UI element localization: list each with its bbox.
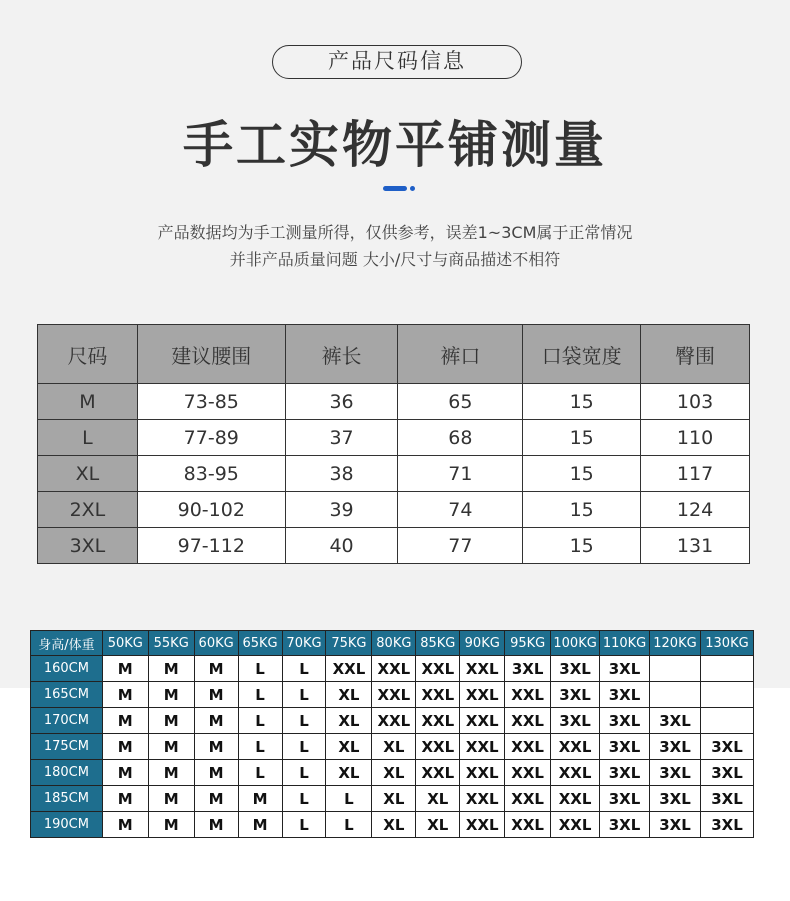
- recommended-size-cell: XXL: [460, 786, 505, 812]
- recommended-size-cell: 3XL: [650, 812, 701, 838]
- recommended-size-cell: L: [238, 734, 282, 760]
- size-value-cell: 38: [285, 456, 398, 492]
- recommended-size-cell: 3XL: [650, 708, 701, 734]
- recommended-size-cell: XXL: [416, 734, 460, 760]
- accent-bar-decoration: [383, 186, 407, 191]
- size-column-header: 建议腰围: [137, 325, 285, 384]
- recommended-size-cell: L: [238, 760, 282, 786]
- size-column-header: 裤口: [398, 325, 523, 384]
- size-value-cell: 36: [285, 384, 398, 420]
- recommended-size-cell: XXL: [505, 760, 551, 786]
- size-value-cell: 37: [285, 420, 398, 456]
- size-table: [37, 324, 750, 564]
- height-row-header: 190CM: [31, 812, 103, 838]
- recommended-size-cell: XXL: [460, 734, 505, 760]
- recommended-size-cell: L: [238, 682, 282, 708]
- recommended-size-cell: 3XL: [600, 734, 650, 760]
- recommended-size-cell: XXL: [505, 812, 551, 838]
- recommended-size-cell: XXL: [505, 708, 551, 734]
- size-value-cell: 71: [398, 456, 523, 492]
- recommended-size-cell: XXL: [551, 786, 600, 812]
- recommended-size-cell: [700, 656, 753, 682]
- size-column-header: 臀围: [641, 325, 750, 384]
- fit-table-row: [31, 760, 754, 786]
- recommended-size-cell: 3XL: [700, 734, 753, 760]
- size-value-cell: 15: [523, 384, 641, 420]
- recommended-size-cell: M: [194, 734, 238, 760]
- recommended-size-cell: M: [194, 682, 238, 708]
- recommended-size-cell: XXL: [416, 708, 460, 734]
- weight-column-header: 130KG: [700, 631, 753, 656]
- fit-table-row: [31, 734, 754, 760]
- page-title: 手工实物平铺测量: [183, 116, 607, 174]
- recommended-size-cell: 3XL: [600, 682, 650, 708]
- recommended-size-cell: M: [194, 656, 238, 682]
- recommended-size-cell: 3XL: [600, 656, 650, 682]
- recommended-size-cell: M: [102, 734, 148, 760]
- size-value-cell: 110: [641, 420, 750, 456]
- recommended-size-cell: XL: [416, 786, 460, 812]
- recommended-size-cell: L: [282, 734, 326, 760]
- recommended-size-cell: XXL: [505, 682, 551, 708]
- recommended-size-cell: XL: [372, 760, 416, 786]
- measurement-note-line2: 并非产品质量问题 大小/尺寸与商品描述不相符: [229, 250, 561, 269]
- recommended-size-cell: 3XL: [551, 656, 600, 682]
- height-row-header: 185CM: [31, 786, 103, 812]
- size-label-cell: L: [38, 420, 138, 456]
- recommended-size-cell: XL: [326, 682, 372, 708]
- recommended-size-cell: M: [194, 786, 238, 812]
- recommended-size-cell: M: [102, 682, 148, 708]
- fit-table-header: [31, 631, 754, 656]
- size-column-header: 尺码: [38, 325, 138, 384]
- recommended-size-cell: L: [238, 656, 282, 682]
- size-value-cell: 90-102: [137, 492, 285, 528]
- recommended-size-cell: M: [148, 812, 194, 838]
- size-value-cell: 39: [285, 492, 398, 528]
- recommended-size-cell: XXL: [416, 682, 460, 708]
- size-label-cell: 3XL: [38, 528, 138, 564]
- section-pill-label: 产品尺码信息: [272, 45, 522, 79]
- recommended-size-cell: M: [102, 812, 148, 838]
- recommended-size-cell: [700, 708, 753, 734]
- recommended-size-cell: XXL: [372, 682, 416, 708]
- weight-column-header: 90KG: [460, 631, 505, 656]
- size-value-cell: 15: [523, 528, 641, 564]
- recommended-size-cell: M: [238, 786, 282, 812]
- recommended-size-cell: L: [238, 708, 282, 734]
- size-table-row: [38, 420, 750, 456]
- recommended-size-cell: 3XL: [700, 812, 753, 838]
- recommended-size-cell: L: [282, 656, 326, 682]
- recommended-size-cell: XXL: [416, 760, 460, 786]
- size-value-cell: 97-112: [137, 528, 285, 564]
- size-value-cell: 77: [398, 528, 523, 564]
- recommended-size-cell: 3XL: [551, 682, 600, 708]
- weight-column-header: 65KG: [238, 631, 282, 656]
- recommended-size-cell: 3XL: [650, 760, 701, 786]
- weight-column-header: 75KG: [326, 631, 372, 656]
- recommended-size-cell: L: [282, 812, 326, 838]
- recommended-size-cell: XXL: [551, 734, 600, 760]
- recommended-size-cell: L: [326, 812, 372, 838]
- recommended-size-cell: 3XL: [600, 786, 650, 812]
- size-value-cell: 131: [641, 528, 750, 564]
- weight-column-header: 120KG: [650, 631, 701, 656]
- size-table-row: [38, 456, 750, 492]
- size-table-row: [38, 384, 750, 420]
- fit-table-row: [31, 708, 754, 734]
- size-value-cell: 15: [523, 492, 641, 528]
- size-value-cell: 77-89: [137, 420, 285, 456]
- weight-column-header: 60KG: [194, 631, 238, 656]
- fit-table-row: [31, 682, 754, 708]
- recommended-size-cell: L: [282, 760, 326, 786]
- size-column-header: 裤长: [285, 325, 398, 384]
- recommended-size-cell: [700, 682, 753, 708]
- size-value-cell: 83-95: [137, 456, 285, 492]
- recommended-size-cell: XL: [372, 812, 416, 838]
- size-value-cell: 65: [398, 384, 523, 420]
- accent-dot-decoration: [410, 186, 415, 191]
- recommended-size-cell: XL: [326, 708, 372, 734]
- recommended-size-cell: M: [148, 760, 194, 786]
- weight-column-header: 100KG: [551, 631, 600, 656]
- recommended-size-cell: M: [238, 812, 282, 838]
- size-value-cell: 117: [641, 456, 750, 492]
- fit-table-row: [31, 812, 754, 838]
- size-value-cell: 124: [641, 492, 750, 528]
- size-value-cell: 15: [523, 420, 641, 456]
- weight-column-header: 95KG: [505, 631, 551, 656]
- weight-column-header: 70KG: [282, 631, 326, 656]
- recommended-size-cell: [650, 656, 701, 682]
- recommended-size-cell: M: [102, 760, 148, 786]
- recommended-size-cell: M: [102, 786, 148, 812]
- recommended-size-cell: XXL: [460, 812, 505, 838]
- size-value-cell: 103: [641, 384, 750, 420]
- recommended-size-cell: L: [282, 708, 326, 734]
- recommended-size-cell: M: [102, 656, 148, 682]
- recommended-size-cell: L: [326, 786, 372, 812]
- size-label-cell: 2XL: [38, 492, 138, 528]
- recommended-size-cell: XXL: [460, 682, 505, 708]
- recommended-size-cell: 3XL: [650, 786, 701, 812]
- recommended-size-cell: XXL: [460, 708, 505, 734]
- recommended-size-cell: M: [194, 812, 238, 838]
- recommended-size-cell: 3XL: [700, 760, 753, 786]
- size-table-row: [38, 528, 750, 564]
- size-value-cell: 68: [398, 420, 523, 456]
- recommended-size-cell: M: [148, 734, 194, 760]
- recommended-size-cell: 3XL: [600, 812, 650, 838]
- recommended-size-cell: 3XL: [505, 656, 551, 682]
- fit-corner-header: 身高/体重: [31, 631, 103, 656]
- recommended-size-cell: XL: [326, 734, 372, 760]
- recommended-size-cell: XXL: [460, 760, 505, 786]
- fit-table-row: [31, 656, 754, 682]
- recommended-size-cell: XXL: [551, 812, 600, 838]
- fit-table-row: [31, 786, 754, 812]
- recommended-size-cell: XXL: [505, 786, 551, 812]
- height-row-header: 170CM: [31, 708, 103, 734]
- recommended-size-cell: M: [148, 682, 194, 708]
- measurement-note-line1: 产品数据均为手工测量所得，仅供参考，误差1~3CM属于正常情况: [157, 223, 633, 242]
- size-value-cell: 73-85: [137, 384, 285, 420]
- recommended-size-cell: XXL: [416, 656, 460, 682]
- size-table-header: [38, 325, 750, 384]
- recommended-size-cell: XL: [326, 760, 372, 786]
- recommended-size-cell: XXL: [372, 656, 416, 682]
- recommended-size-cell: L: [282, 786, 326, 812]
- height-row-header: 160CM: [31, 656, 103, 682]
- recommended-size-cell: XL: [416, 812, 460, 838]
- height-row-header: 175CM: [31, 734, 103, 760]
- recommended-size-cell: XL: [372, 786, 416, 812]
- size-value-cell: 74: [398, 492, 523, 528]
- size-column-header: 口袋宽度: [523, 325, 641, 384]
- recommended-size-cell: XXL: [505, 734, 551, 760]
- size-table-row: [38, 492, 750, 528]
- weight-column-header: 85KG: [416, 631, 460, 656]
- weight-column-header: 80KG: [372, 631, 416, 656]
- recommended-size-cell: XXL: [326, 656, 372, 682]
- recommended-size-cell: XL: [372, 734, 416, 760]
- weight-column-header: 110KG: [600, 631, 650, 656]
- recommended-size-cell: 3XL: [600, 760, 650, 786]
- size-label-cell: M: [38, 384, 138, 420]
- size-value-cell: 15: [523, 456, 641, 492]
- recommended-size-cell: [650, 682, 701, 708]
- weight-column-header: 55KG: [148, 631, 194, 656]
- size-value-cell: 40: [285, 528, 398, 564]
- recommended-size-cell: M: [102, 708, 148, 734]
- weight-column-header: 50KG: [102, 631, 148, 656]
- recommended-size-cell: M: [148, 786, 194, 812]
- recommended-size-cell: 3XL: [551, 708, 600, 734]
- recommended-size-cell: M: [148, 708, 194, 734]
- recommended-size-cell: M: [194, 760, 238, 786]
- size-label-cell: XL: [38, 456, 138, 492]
- height-row-header: 180CM: [31, 760, 103, 786]
- recommended-size-cell: 3XL: [700, 786, 753, 812]
- recommended-size-cell: 3XL: [650, 734, 701, 760]
- fit-table: [30, 630, 754, 838]
- height-row-header: 165CM: [31, 682, 103, 708]
- recommended-size-cell: XXL: [460, 656, 505, 682]
- recommended-size-cell: M: [194, 708, 238, 734]
- recommended-size-cell: 3XL: [600, 708, 650, 734]
- recommended-size-cell: XXL: [551, 760, 600, 786]
- recommended-size-cell: L: [282, 682, 326, 708]
- recommended-size-cell: XXL: [372, 708, 416, 734]
- recommended-size-cell: M: [148, 656, 194, 682]
